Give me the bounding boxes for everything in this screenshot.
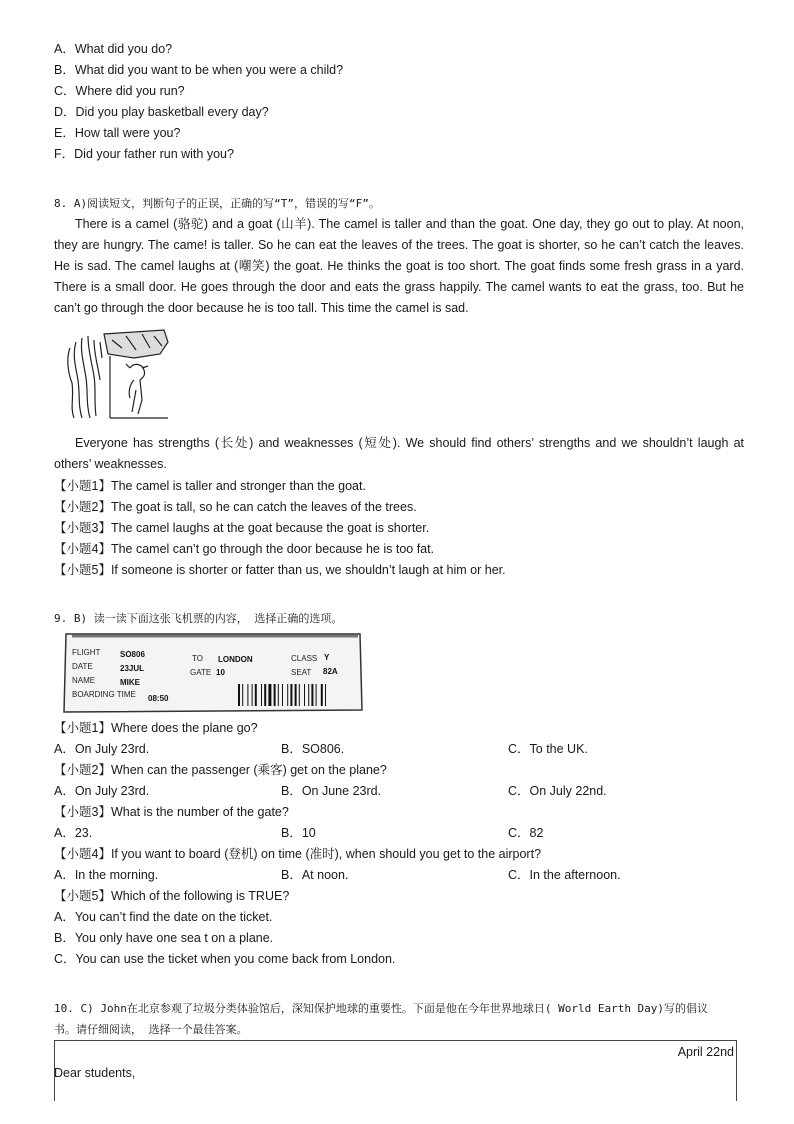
q7-option-b: B．What did you want to be when you were a child? — [54, 63, 344, 77]
q9-q4-option-a: A．In the morning. — [54, 868, 159, 882]
q8-passage: There is a camel (骆驼) and a goat (山羊). The camel is taller and than the goat. One day, they go out to play. At noon, they are hungry. The came! is taller. So he can eat the leaves of the trees. The goat is shorter, so he can’t catch the leaves. He is sad. The camel laughs at (嘲笑) the goat. He thinks the goat is too short. The goat finds some fresh grass in a yard. There is a small door. He goes through the door and eats the grass happily. The camel wants to eat the grass, too. But he can’t go through the door because he is too tall. This time the camel is sad. — [54, 217, 744, 315]
barcode-bar — [278, 684, 279, 706]
barcode-bar — [264, 684, 266, 706]
barcode-bar — [274, 684, 276, 706]
barcode-bar — [290, 684, 292, 706]
q9-question-5: 【小题5】Which of the following is TRUE? — [54, 889, 290, 903]
barcode-bar — [295, 684, 297, 706]
q9-question-4: 【小题4】If you want to board (登机) on time (准时), when should you get to the airport? — [54, 847, 542, 861]
q9-q3-option-b: B．10 — [281, 826, 316, 840]
barcode-bar — [325, 684, 326, 706]
q10-header-line-1: 10. C) John在北京参观了垃圾分类体验馆后，深知保护地球的重要性。下面是他在今年世界地球日( World Earth Day)写的倡议 — [54, 1002, 709, 1015]
q8-item-5: 【小题5】If someone is shorter or fatter than us, we shouldn’t laugh at him or her. — [54, 563, 506, 577]
q8-moral: Everyone has strengths (长处) and weaknesses (短处). We should find others’ strengths and we shouldn’t laugh at others’ weaknesses. — [54, 436, 744, 471]
barcode-bar — [242, 684, 243, 706]
barcode-bar — [316, 684, 317, 706]
barcode-bar — [238, 684, 240, 706]
ticket-flight: SO806 — [120, 650, 145, 659]
q9-question-3: 【小题3】What is the number of the gate? — [54, 805, 289, 819]
barcode-bar — [304, 684, 305, 706]
camel-goat-illustration — [64, 328, 172, 420]
ticket-name-label: NAME — [72, 676, 96, 685]
ticket-to: LONDON — [218, 655, 253, 664]
q7-option-f: F．Did your father run with you? — [54, 147, 234, 161]
q8-item-4: 【小题4】The camel can’t go through the door because he is too fat. — [54, 542, 435, 556]
barcode-bar — [287, 684, 288, 706]
q10-header-line-2: 书。请仔细阅读， 选择一个最佳答案。 — [54, 1023, 248, 1036]
barcode-bar — [311, 684, 313, 706]
q9-q2-option-b: B．On June 23rd. — [281, 784, 382, 798]
q9-question-1: 【小题1】Where does the plane go? — [54, 721, 258, 735]
barcode-bar — [268, 684, 271, 706]
barcode-bar — [282, 684, 283, 706]
q9-q5-option-c: C．You can use the ticket when you come back from London. — [54, 952, 396, 966]
barcode-bar — [252, 684, 253, 706]
ticket-date: 23JUL — [120, 664, 145, 673]
letter-box — [54, 1040, 737, 1101]
barcode-bar — [308, 684, 309, 706]
q7-option-c: C．Where did you run? — [54, 84, 185, 98]
q9-q5-option-a: A．You can’t find the date on the ticket. — [54, 910, 273, 924]
ticket-seat: 82A — [323, 667, 338, 676]
q7-option-d: D．Did you play basketball every day? — [54, 105, 269, 119]
q9-q4-option-c: C．In the afternoon. — [508, 868, 621, 882]
ticket-seat-label: SEAT — [291, 668, 312, 677]
letter-greeting: Dear students, — [54, 1066, 136, 1080]
letter-date: April 22nd — [677, 1045, 734, 1059]
ticket-gate-label: GATE — [190, 668, 212, 677]
q8-item-1: 【小题1】The camel is taller and stronger than the goat. — [54, 479, 366, 493]
q9-q3-option-a: A．23. — [54, 826, 93, 840]
ticket-gate: 10 — [216, 668, 225, 677]
barcode-bar — [261, 684, 262, 706]
q9-header: 9. B) 读一读下面这张飞机票的内容， 选择正确的选项。 — [54, 612, 343, 625]
barcode-bar — [299, 684, 300, 706]
q9-q2-option-c: C．On July 22nd. — [508, 784, 607, 798]
q8-item-2: 【小题2】The goat is tall, so he can catch the leaves of the trees. — [54, 500, 417, 514]
plane-ticket — [62, 632, 364, 714]
q9-q2-option-a: A．On July 23rd. — [54, 784, 150, 798]
q9-q1-option-c: C．To the UK. — [508, 742, 588, 756]
q9-q5-option-b: B．You only have one sea t on a plane. — [54, 931, 274, 945]
q9-q3-option-c: C．82 — [508, 826, 544, 840]
q9-q1-option-b: B．SO806. — [281, 742, 345, 756]
ticket-date-label: DATE — [72, 662, 93, 671]
q8-item-3: 【小题3】The camel laughs at the goat because the goat is shorter. — [54, 521, 430, 535]
ticket-boarding-label: BOARDING TIME — [72, 690, 136, 699]
q7-option-a: A．What did you do? — [54, 42, 173, 56]
barcode-bar — [255, 684, 257, 706]
ticket-boarding-time: 08:50 — [148, 694, 169, 703]
barcode-bar — [247, 684, 248, 706]
q9-q4-option-b: B．At noon. — [281, 868, 349, 882]
ticket-class-label: CLASS — [291, 654, 318, 663]
q8-header: 8. A)阅读短文，判断句子的正误，正确的写“T”，错误的写“F”。 — [54, 197, 380, 210]
ticket-name: MIKE — [120, 678, 140, 687]
barcode-bar — [321, 684, 323, 706]
q9-question-2: 【小题2】When can the passenger (乘客) get on the plane? — [54, 763, 387, 777]
q7-option-e: E．How tall were you? — [54, 126, 181, 140]
ticket-class: Y — [324, 653, 330, 662]
ticket-flight-label: FLIGHT — [72, 648, 101, 657]
q9-q1-option-a: A．On July 23rd. — [54, 742, 150, 756]
ticket-to-label: TO — [192, 654, 203, 663]
